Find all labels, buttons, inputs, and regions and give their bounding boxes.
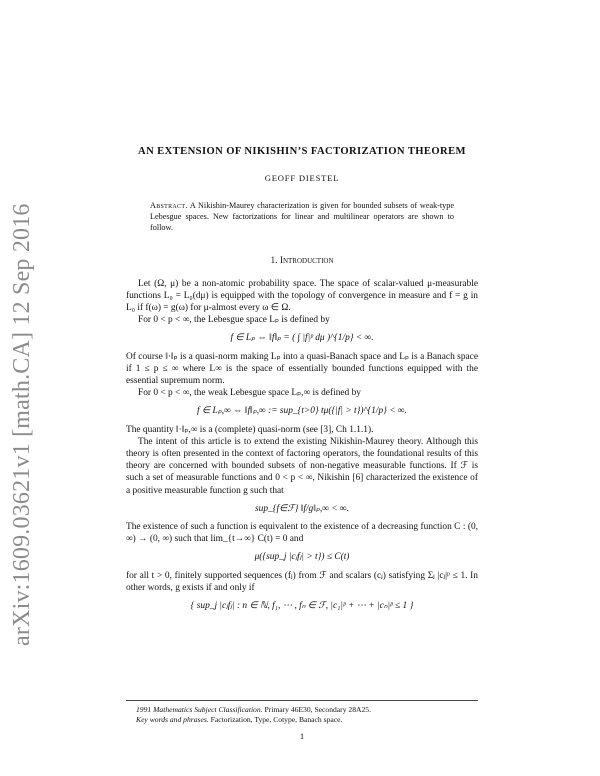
footnote-msc-text: Primary 46E30, Secondary 28A25. (262, 705, 371, 714)
abstract-lead: Abstract. (150, 201, 188, 211)
page-number: 1 (299, 731, 305, 741)
footnote-keywords (126, 715, 478, 725)
paragraph-7: The existence of such a function is equivalent to the existence of a decreasing function C : (0, ∞) → (0, ∞) such that lim_{t→∞} C(t) = 0 and (126, 522, 478, 545)
paragraph-4: For 0 < p < ∞, the weak Lebesgue space Lₚ,∞ is defined by (138, 388, 361, 399)
section-heading (126, 255, 478, 267)
section-name: Introduction (279, 256, 334, 267)
paper-author: GEOFF DIESTEL (264, 173, 340, 184)
equation-set: { sup_j |cⱼfⱼ| : n ∈ ℕ, f₁, ⋯ , fₙ ∈ ℱ, |c₁|ᵖ + ⋯ + |cₙ|ᵖ ≤ 1 } (190, 601, 414, 612)
arxiv-stamp: arXiv:1609.03621v1 [math.CA] 12 Sep 2016 (9, 203, 35, 646)
footnote-keywords-label: Key words and phrases. (136, 715, 209, 724)
paragraph-6: The intent of this article is to extend the existing Nikishin-Maurey theory. Although this theory is often presented in the context of factoring operators, the foundational results of this theory are concerned with bounded subsets of non-negative measurable functions. If ℱ is such a set of measurable functions and 0 < p < ∞, Nikishin [6] characterized the existence of a positive measurable function g such that (126, 436, 478, 496)
footnote-msc (126, 705, 478, 715)
equation-measure: μ({sup_j |cⱼfⱼ| > t}) ≤ C(t) (254, 552, 350, 563)
paragraph-5: The quantity ‖·‖ₚ,∞ is a (complete) quasi-norm (see [3], Ch 1.1.1). (126, 424, 374, 435)
equation-weak-lp: f ∈ Lₚ,∞ ⇔ ‖f‖ₚ,∞ := sup_{t>0} tμ({|f| > t})^{1/p} < ∞. (197, 406, 407, 417)
paragraph-8: for all t > 0, finitely supported sequences (fⱼ) from ℱ and scalars (cⱼ) satisfying Σⱼ |cⱼ|ᵖ ≤ 1. In other words, g exists if and only if (126, 570, 478, 593)
equation-lp: f ∈ Lₚ ⇔ ‖f‖ₚ = ( ∫ |f|ᵖ dμ )^{1/p} < ∞. (230, 333, 374, 344)
paper-title: AN EXTENSION OF NIKISHIN’S FACTORIZATION THEOREM (138, 146, 466, 157)
equation-sup: sup_{f∈ℱ} ‖f/g‖ₚ,∞ < ∞. (255, 503, 349, 514)
paragraph-3: Of course ‖·‖ₚ is a quasi-norm making Lₚ into a quasi-Banach space and Lₚ is a Banach space if 1 ≤ p ≤ ∞ where L∞ is the space of essentially bounded functions equipped with the essential supremum norm. (126, 351, 478, 387)
paragraph-2: For 0 < p < ∞, the Lebesgue space Lₚ is defined by (138, 315, 330, 326)
footnote-msc-label: 1991 Mathematics Subject Classification. (136, 705, 263, 714)
paper-body (126, 146, 478, 618)
section-number: 1. (270, 256, 278, 267)
paragraph-1: Let (Ω, μ) be a non-atomic probability space. The space of scalar-valued μ-measurable functions L₀ = L₀(dμ) is equipped with the topology of convergence in measure and f = g in L₀ if f(ω) = g(ω) for μ-almost every ω ∈ Ω. (126, 278, 478, 314)
footnotes (126, 700, 478, 725)
abstract-text: A Nikishin-Maurey characterization is given for bounded subsets of weak-type Lebesgue spaces. New factorizations for linear and multilinear operators are shown to follow. (150, 201, 454, 233)
footnote-keywords-text: Factorization, Type, Cotype, Banach space. (208, 715, 343, 724)
abstract (150, 200, 454, 233)
